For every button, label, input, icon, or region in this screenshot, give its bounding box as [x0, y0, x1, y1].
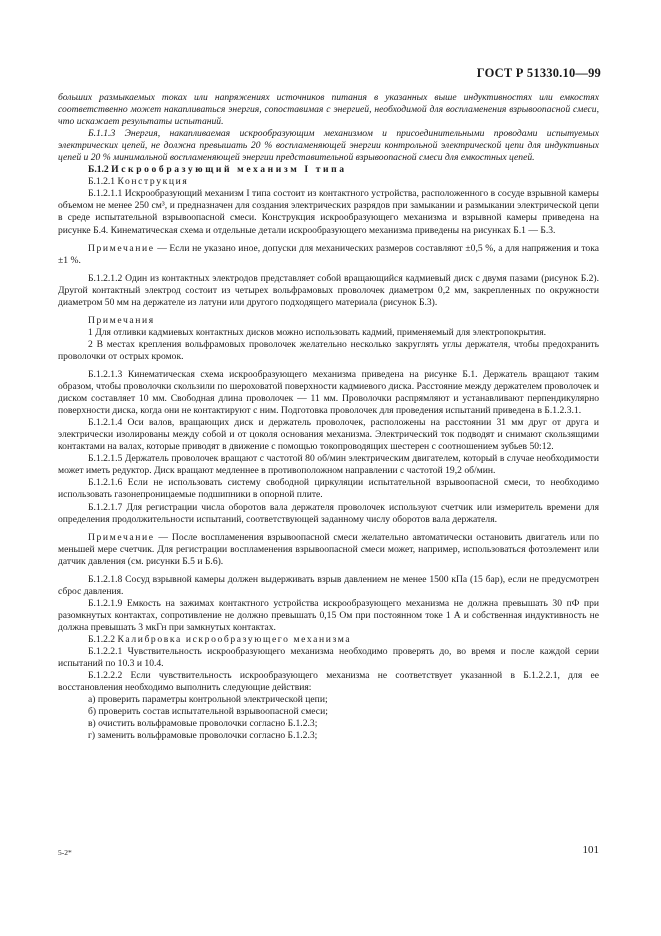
note-tolerances [58, 243, 599, 267]
subsection-heading-b1-2-1 [58, 176, 599, 188]
page-number: 101 [582, 844, 599, 856]
paragraph-b1-2-2-2: Б.1.2.2.2 Если чувствительность искрообразующего механизма не соответствует указанной в Б.1.2.2.1, для ее восстановления необходимо выполнить следующие действия: [58, 670, 599, 694]
list-item: а) проверить параметры контрольной электрической цепи; [88, 694, 328, 706]
paragraph-b1-2-1-5: Б.1.2.1.5 Держатель проволочек вращают с частотой 80 об/мин электрическим двигателем, который в случае необходимости может иметь редуктор. Диск вращают медленнее в противоположном направлении с частотой 19,2 об/мин. [58, 453, 599, 477]
paragraph-b1-2-1-1: Б.1.2.1.1 Искрообразующий механизм I типа состоит из контактного устройства, расположенного в сосуде взрывной камеры объемом не менее 250 см³, и предназначен для создания электрических разрядов при замыкании и размыкании электрической цепи в среде испытательной взрывоопасной смеси. Конструкция искрообразующего механизма и взрывной камеры приведена на рисунке Б.4. Кинематическая схема и отдельные детали искрообразующего механизма приведены на рисунках Б.1 — Б.3. [58, 188, 599, 236]
standard-header: ГОСТ Р 51330.10—99 [476, 66, 601, 80]
note-text: — После воспламенения взрывоопасной смеси желательно автоматически остановить двигатель или по меньшей мере счетчик. Для регистрации воспламенения взрывоопасной смеси может, например, использоваться фотоэлемент или датчик давления (см. рисунки Б.5 и Б.6). [58, 531, 599, 567]
printer-signature: 5-2* [58, 848, 72, 857]
paragraph-b1-2-1-2: Б.1.2.1.2 Один из контактных электродов представляет собой вращающийся кадмиевый диск с двумя пазами (рисунок Б.2). Другой контактный электрод состоит из четырех вольфрамовых проволочек диаметром 0,2 мм, закрепленных по окружности диаметром 50 мм на держателе из латуни или другого подходящего материала (рисунок Б.3). [58, 272, 599, 308]
subsection-heading-b1-2-2 [58, 634, 599, 646]
list-item: в) очистить вольфрамовые проволочки согласно Б.1.2.3; [88, 718, 318, 730]
paragraph-b1-1-3: Б.1.1.3 Энергия, накапливаемая искрообразующим механизмом и присоединительными проводами испытуемых электрических цепей, не должна превышать 20 % воспламеняющей энергии контрольной электрической цепи для индуктивных цепей и 20 % минимальной воспламеняющей энергии представительной взрывоопасной смеси для емкостных цепей. [58, 128, 599, 164]
note-item-2: 2 В местах крепления вольфрамовых проволочек желательно несколько закруглять углы держателя, чтобы предохранить проволочки от острых кромок. [58, 338, 599, 362]
subsection-number: Б.1.2.1 [88, 176, 116, 188]
note-item-1: 1 Для отливки кадмиевых контактных дисков можно использовать кадмий, применяемый для электропокрытия. [88, 326, 547, 338]
section-number: Б.1.2 [88, 164, 109, 176]
paragraph-b1-2-2-1: Б.1.2.2.1 Чувствительность искрообразующего механизма необходимо проверять до, во время и после каждой серии испытаний по 10.3 и 10.4. [58, 646, 599, 670]
note-ignition [58, 532, 599, 568]
subsection-number: Б.1.2.2 [88, 633, 116, 645]
paragraph-b1-2-1-8: Б.1.2.1.8 Сосуд взрывной камеры должен выдерживать взрыв давлением не менее 1500 кПа (15 бар), если не предусмотрен сброс давления. [58, 573, 599, 597]
list-item: г) заменить вольфрамовые проволочки согласно Б.1.2.3; [88, 730, 318, 742]
list-item: б) проверить состав испытательной взрывоопасной смеси; [88, 706, 328, 718]
note-label: Примечание [88, 242, 155, 254]
paragraph-b1-2-1-7: Б.1.2.1.7 Для регистрации числа оборотов вала держателя проволочек используют счетчик или измеритель времени для определения продолжительности испытаний, соответствующей заданному числу оборотов вала держателя. [58, 501, 599, 525]
paragraph-b1-2-1-4: Б.1.2.1.4 Оси валов, вращающих диск и держатель проволочек, расположены на расстоянии 31 мм друг от друга и электрически изолированы между собой и от цоколя основания механизма. Электрический ток подводят и снимают скользящими контактами на валах, которые приводят в движение с помощью токопроводящих шестерен с соотношением зубьев 50:12. [58, 417, 599, 453]
paragraph-b1-2-1-6: Б.1.2.1.6 Если не использовать систему свободной циркуляции испытательной взрывоопасной смеси, то необходимо использовать газонепроницаемые подшипники в опорной плите. [58, 477, 599, 501]
paragraph-continuation: больших размыкаемых токах или напряжениях источников питания в указанных выше индуктивностях или емкостях соответственно может накапливаться энергия, сопоставимая с энергией, необходимой для воспламенения взрывоопасной смеси, что искажает результаты испытаний. [58, 92, 599, 128]
paragraph-b1-2-1-9: Б.1.2.1.9 Емкость на зажимах контактного устройства искрообразующего механизма не должна превышать 30 пФ при разомкнутых контактах, сопротивление не должно превышать 0,15 Ом при постоянном токе 1 А и собственная индуктивность не должна превышать 3 мкГн при замкнутых контактах. [58, 597, 599, 633]
section-heading-b1-2 [58, 164, 599, 176]
subsection-title: Калибровка искрообразующего механизма [117, 633, 352, 645]
page-body [58, 92, 599, 742]
note-text: — Если не указано иное, допуски для механических размеров составляют ±0,5 %, а для напряжения и тока ±1 %. [58, 242, 599, 266]
section-title: Искрообразующий механизм I типа [111, 164, 347, 176]
paragraph-b1-2-1-3: Б.1.2.1.3 Кинематическая схема искрообразующего механизма приведена на рисунке Б.1. Держатель вращают таким образом, чтобы проволочки скользили по шероховатой поверхности кадмиевого диска. Расстояние между держателем проволочек и диском составляет 10 мм. Свободная длина проволочек — 11 мм. Проволочки распрямляют и устанавливают перпендикулярно поверхности диска, когда они не контактируют с ним. Подготовка проволочек для проведения испытаний приведена в Б.1.2.3.1. [58, 368, 599, 417]
notes-label: Примечания [88, 314, 155, 326]
note-label: Примечание [88, 531, 155, 543]
subsection-title: Конструкция [117, 176, 189, 188]
